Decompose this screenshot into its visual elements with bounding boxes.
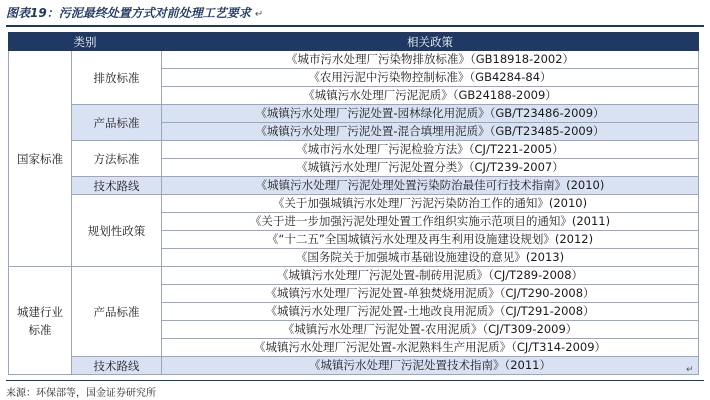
table-row xyxy=(9,267,699,285)
policy-cell: 《关于进一步加强污泥处理处置工作组织实施示范项目的通知》(2011) xyxy=(162,213,699,231)
group-cell: 国家标准 xyxy=(9,51,72,267)
subcategory-cell: 方法标准 xyxy=(72,141,162,177)
title-rule xyxy=(6,25,704,27)
table-row xyxy=(9,357,699,375)
policy-cell: 《城镇污水处理厂污泥处理处置污染防治最佳可行技术指南》(2010) xyxy=(162,177,699,195)
policy-cell: 《关于加强城镇污水处理厂污泥污染防治工作的通知》(2010) xyxy=(162,195,699,213)
policy-cell: 《城镇污水处理厂污泥处置-混合填埋用泥质》（GB/T23485-2009） xyxy=(162,123,699,141)
policy-cell: 《“十二五”全国城镇污水处理及再生利用设施建设规划》(2012) xyxy=(162,231,699,249)
policy-cell: 《城镇污水处理厂污泥处置-土地改良用泥质》（CJ/T291-2008） xyxy=(162,303,699,321)
subcategory-cell: 技术路线 xyxy=(72,357,162,375)
policy-table xyxy=(8,32,699,375)
table-row xyxy=(9,195,699,213)
policy-cell: 《城镇污水处理厂污泥处置-水泥熟料生产用泥质》（CJ/T314-2009） xyxy=(162,339,699,357)
policy-cell: 《城镇污水处理厂污泥处置技术指南》（2011） xyxy=(162,357,699,375)
title-return-mark: ↵ xyxy=(254,9,264,20)
policy-cell: 《国务院关于加强城市基础设施建设的意见》(2013) xyxy=(162,249,699,267)
table-row xyxy=(9,177,699,195)
policy-cell: 《城镇污水处理厂污泥泥质》（GB24188-2009） xyxy=(162,87,699,105)
figure-title-text: 图表19：污泥最终处置方式对前处理工艺要求 xyxy=(6,6,251,20)
header-policy: 相关政策 xyxy=(162,33,699,51)
subcategory-cell: 排放标准 xyxy=(72,51,162,105)
table-row xyxy=(9,105,699,123)
header-category: 类别 xyxy=(9,33,162,51)
paragraph-mark: ↵ xyxy=(686,365,694,375)
policy-cell: 《城市污水处理厂污染物排放标准》（GB18918-2002） xyxy=(162,51,699,69)
subcategory-cell: 产品标准 xyxy=(72,105,162,141)
group-cell: 城建行业标准 xyxy=(9,267,72,375)
figure-title xyxy=(6,3,704,23)
policy-cell: 《农用污泥中污染物控制标准》（GB4284-84） xyxy=(162,69,699,87)
bottom-rule xyxy=(6,380,704,381)
subcategory-cell: 技术路线 xyxy=(72,177,162,195)
policy-cell: 《城市污水处理厂污泥检验方法》（CJ/T221-2005） xyxy=(162,141,699,159)
table-header-row xyxy=(9,33,699,51)
subcategory-cell: 产品标准 xyxy=(72,267,162,357)
table-row xyxy=(9,51,699,69)
policy-cell: 《城镇污水处理厂污泥处置-制砖用泥质》（CJ/T289-2008） xyxy=(162,267,699,285)
policy-cell: 《城镇污水处理厂污泥处置-单独焚烧用泥质》（CJ/T290-2008） xyxy=(162,285,699,303)
table-body xyxy=(9,51,699,375)
source-note: 来源：环保部等，国金证券研究所 xyxy=(6,388,156,399)
policy-cell: 《城镇污水处理厂污泥处置-园林绿化用泥质》（GB/T23486-2009） xyxy=(162,105,699,123)
policy-cell: 《城镇污水处理厂污泥处置-农用泥质》（CJ/T309-2009） xyxy=(162,321,699,339)
policy-cell: 《城镇污水处理厂污泥处置分类》（CJ/T239-2007） xyxy=(162,159,699,177)
table-row xyxy=(9,141,699,159)
subcategory-cell: 规划性政策 xyxy=(72,195,162,267)
